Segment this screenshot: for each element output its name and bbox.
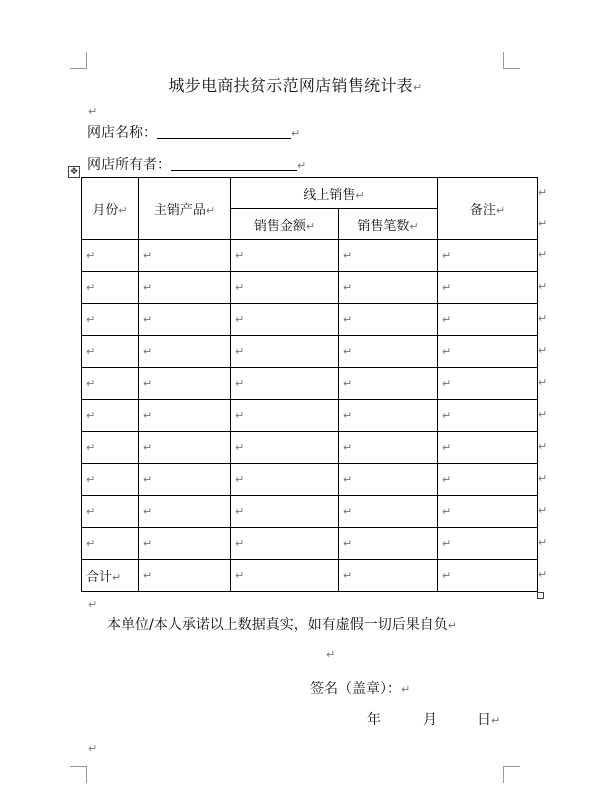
cell-month[interactable] (82, 464, 139, 496)
header-remark-text: 备注 (469, 203, 496, 218)
paragraph-mark: ↵ (326, 648, 336, 661)
paragraph-mark: ↵ (235, 409, 245, 422)
paragraph-mark: ↵ (86, 505, 96, 518)
paragraph-mark: ↵ (442, 281, 452, 294)
header-month-text: 月份 (92, 203, 119, 218)
paragraph-mark: ↵ (343, 441, 353, 454)
paragraph-mark: ↵ (86, 345, 96, 358)
paragraph-mark: ↵ (442, 473, 452, 486)
paragraph-mark: ↵ (86, 313, 96, 326)
document-title (0, 73, 591, 96)
row-end-mark: ↵ (538, 568, 548, 581)
paragraph-mark: ↵ (442, 441, 452, 454)
paragraph-mark: ↵ (86, 377, 96, 390)
table-row (82, 368, 538, 400)
table-row (82, 496, 538, 528)
header-sales-count-text: 销售笔数 (357, 218, 410, 234)
paragraph-mark: ↵ (442, 249, 452, 262)
paragraph-mark: ↵ (143, 313, 153, 326)
date-day (477, 709, 500, 729)
cell-amount[interactable] (231, 528, 339, 560)
cell-amount[interactable] (231, 464, 339, 496)
cell-amount[interactable] (231, 240, 339, 272)
paragraph-mark: ↵ (355, 188, 365, 202)
cell-month[interactable] (82, 496, 139, 528)
paragraph-mark: ↵ (143, 281, 153, 294)
cell-count[interactable] (339, 464, 438, 496)
row-end-mark: ↵ (538, 504, 548, 517)
signature-label: 签名（盖章）： (310, 681, 401, 697)
paragraph-mark: ↵ (143, 409, 153, 422)
header-online-sales-text: 线上销售 (303, 187, 356, 203)
row-end-mark: ↵ (538, 376, 548, 389)
cell-product[interactable] (139, 464, 231, 496)
cell-count[interactable] (339, 400, 438, 432)
table-row (82, 528, 538, 560)
cell-product[interactable] (139, 304, 231, 336)
paragraph-mark: ↵ (412, 81, 423, 94)
paragraph-mark: ↵ (143, 345, 153, 358)
cell-month[interactable] (82, 400, 139, 432)
paragraph-mark: ↵ (291, 127, 301, 140)
paragraph-mark: ↵ (343, 249, 353, 262)
cell-product[interactable] (139, 336, 231, 368)
cell-remark[interactable] (438, 304, 538, 336)
total-cell[interactable] (231, 560, 339, 592)
cell-remark[interactable] (438, 528, 538, 560)
paragraph-mark: ↵ (343, 505, 353, 518)
header-online-sales[interactable] (231, 178, 438, 209)
shop-owner-label: 网店所有者： (87, 157, 171, 173)
paragraph-mark: ↵ (442, 377, 452, 390)
paragraph-mark: ↵ (205, 204, 216, 217)
cell-month[interactable] (82, 368, 139, 400)
header-product-text: 主销产品 (153, 203, 206, 218)
paragraph-mark: ↵ (88, 742, 98, 755)
shop-owner-field (87, 154, 306, 174)
commitment-text: 本单位/本人承诺以上数据真实，如有虚假一切后果自负 (107, 617, 448, 633)
paragraph-mark: ↵ (143, 377, 153, 390)
cell-remark[interactable] (438, 432, 538, 464)
paragraph-mark: ↵ (447, 619, 457, 632)
table-row (82, 240, 538, 272)
cell-count[interactable] (339, 496, 438, 528)
paragraph-mark: ↵ (143, 505, 153, 518)
table-row (82, 432, 538, 464)
paragraph-mark: ↵ (401, 683, 411, 696)
cell-month[interactable] (82, 272, 139, 304)
cell-amount[interactable] (231, 496, 339, 528)
paragraph-mark: ↵ (442, 505, 452, 518)
cell-month[interactable] (82, 432, 139, 464)
paragraph-mark: ↵ (86, 409, 96, 422)
paragraph-mark: ↵ (235, 377, 245, 390)
cell-amount[interactable] (231, 400, 339, 432)
table-row (82, 400, 538, 432)
crop-mark-bottom-left (70, 766, 87, 783)
cell-remark[interactable] (438, 368, 538, 400)
row-end-mark: ↵ (538, 472, 548, 485)
cell-amount[interactable] (231, 432, 339, 464)
row-end-mark: ↵ (538, 185, 548, 199)
header-sales-amount[interactable] (231, 209, 339, 240)
table-row (82, 272, 538, 304)
paragraph-mark: ↵ (343, 409, 353, 422)
total-cell[interactable] (339, 560, 438, 592)
paragraph-mark: ↵ (235, 249, 245, 262)
paragraph-mark: ↵ (343, 345, 353, 358)
cell-remark[interactable] (438, 336, 538, 368)
paragraph-mark: ↵ (442, 313, 452, 326)
cell-count[interactable] (339, 368, 438, 400)
header-remark[interactable] (438, 178, 538, 240)
table-row (82, 336, 538, 368)
paragraph-mark: ↵ (235, 505, 245, 518)
cell-product[interactable] (139, 496, 231, 528)
crop-mark-bottom-right (503, 766, 520, 783)
row-end-mark: ↵ (538, 216, 548, 230)
total-cell[interactable] (438, 560, 538, 592)
shop-name-blank[interactable] (157, 124, 291, 139)
total-label-cell[interactable] (82, 560, 139, 592)
total-label-cell-text: 合计 (86, 570, 113, 585)
shop-name-label: 网店名称： (87, 125, 157, 141)
cell-amount[interactable] (231, 336, 339, 368)
paragraph-mark: ↵ (235, 281, 245, 294)
table-resize-handle[interactable] (537, 592, 544, 599)
total-cell[interactable] (139, 560, 231, 592)
paragraph-mark: ↵ (86, 441, 96, 454)
paragraph-mark: ↵ (235, 473, 245, 486)
paragraph-mark: ↵ (442, 409, 452, 422)
paragraph-mark: ↵ (343, 377, 353, 390)
paragraph-mark: ↵ (88, 598, 98, 611)
paragraph-mark: ↵ (143, 473, 153, 486)
row-end-mark: ↵ (538, 536, 548, 549)
cell-product[interactable] (139, 368, 231, 400)
paragraph-mark: ↵ (86, 473, 96, 486)
cell-product[interactable] (139, 272, 231, 304)
row-end-mark: ↵ (538, 312, 548, 325)
cell-amount[interactable] (231, 272, 339, 304)
total-row (82, 560, 538, 592)
cell-count[interactable] (339, 272, 438, 304)
paragraph-mark: ↵ (112, 571, 122, 584)
cell-month[interactable] (82, 528, 139, 560)
shop-owner-blank[interactable] (171, 156, 297, 171)
paragraph-mark: ↵ (409, 219, 419, 233)
paragraph-mark: ↵ (118, 204, 128, 217)
paragraph-mark: ↵ (235, 345, 245, 358)
row-end-mark: ↵ (538, 248, 548, 261)
cell-remark[interactable] (438, 464, 538, 496)
paragraph-mark: ↵ (88, 105, 98, 118)
paragraph-mark: ↵ (86, 537, 96, 550)
header-month[interactable] (82, 178, 139, 240)
cell-amount[interactable] (231, 368, 339, 400)
paragraph-mark: ↵ (442, 569, 452, 582)
paragraph-mark: ↵ (343, 313, 353, 326)
cell-month[interactable] (82, 336, 139, 368)
cell-remark[interactable] (438, 240, 538, 272)
table-row (82, 304, 538, 336)
table-move-handle-icon[interactable]: ✥ (68, 166, 80, 178)
date-year: 年 (367, 712, 381, 728)
paragraph-mark: ↵ (235, 537, 245, 550)
cell-product[interactable] (139, 400, 231, 432)
header-sales-count[interactable] (339, 209, 438, 240)
cell-product[interactable] (139, 528, 231, 560)
paragraph-mark: ↵ (143, 569, 153, 582)
document-title-text: 城步电商扶贫示范网店销售统计表 (168, 76, 413, 95)
paragraph-mark: ↵ (343, 473, 353, 486)
shop-name-field (87, 122, 300, 142)
paragraph-mark: ↵ (491, 714, 501, 727)
crop-mark-top-left (70, 52, 87, 69)
row-end-mark: ↵ (538, 440, 548, 453)
cell-remark[interactable] (438, 400, 538, 432)
row-end-mark: ↵ (538, 280, 548, 293)
paragraph-mark: ↵ (86, 249, 96, 262)
cell-count[interactable] (339, 304, 438, 336)
paragraph-mark: ↵ (235, 313, 245, 326)
header-product[interactable] (139, 178, 231, 240)
table-row (82, 464, 538, 496)
paragraph-mark: ↵ (235, 441, 245, 454)
crop-mark-top-right (503, 52, 520, 69)
cell-count[interactable] (339, 528, 438, 560)
paragraph-mark: ↵ (86, 281, 96, 294)
paragraph-mark: ↵ (442, 537, 452, 550)
cell-count[interactable] (339, 336, 438, 368)
paragraph-mark: ↵ (143, 249, 153, 262)
date-month: 月 (423, 712, 437, 728)
header-sales-amount-text: 销售金额 (253, 218, 306, 234)
cell-count[interactable] (339, 240, 438, 272)
cell-remark[interactable] (438, 496, 538, 528)
cell-count[interactable] (339, 432, 438, 464)
paragraph-mark: ↵ (442, 345, 452, 358)
commitment-statement (107, 614, 457, 634)
paragraph-mark: ↵ (305, 219, 316, 233)
cell-product[interactable] (139, 432, 231, 464)
signature-line (310, 678, 410, 698)
cell-product[interactable] (139, 240, 231, 272)
date-day-text: 日 (477, 712, 491, 728)
paragraph-mark: ↵ (343, 281, 353, 294)
cell-amount[interactable] (231, 304, 339, 336)
paragraph-mark: ↵ (143, 441, 153, 454)
cell-remark[interactable] (438, 272, 538, 304)
cell-month[interactable] (82, 240, 139, 272)
cell-month[interactable] (82, 304, 139, 336)
row-end-mark: ↵ (538, 344, 548, 357)
paragraph-mark: ↵ (343, 569, 353, 582)
paragraph-mark: ↵ (495, 204, 506, 217)
paragraph-mark: ↵ (297, 159, 307, 172)
paragraph-mark: ↵ (235, 569, 245, 582)
row-end-mark: ↵ (538, 408, 548, 421)
paragraph-mark: ↵ (343, 537, 353, 550)
paragraph-mark: ↵ (143, 537, 153, 550)
sales-table (81, 177, 538, 592)
